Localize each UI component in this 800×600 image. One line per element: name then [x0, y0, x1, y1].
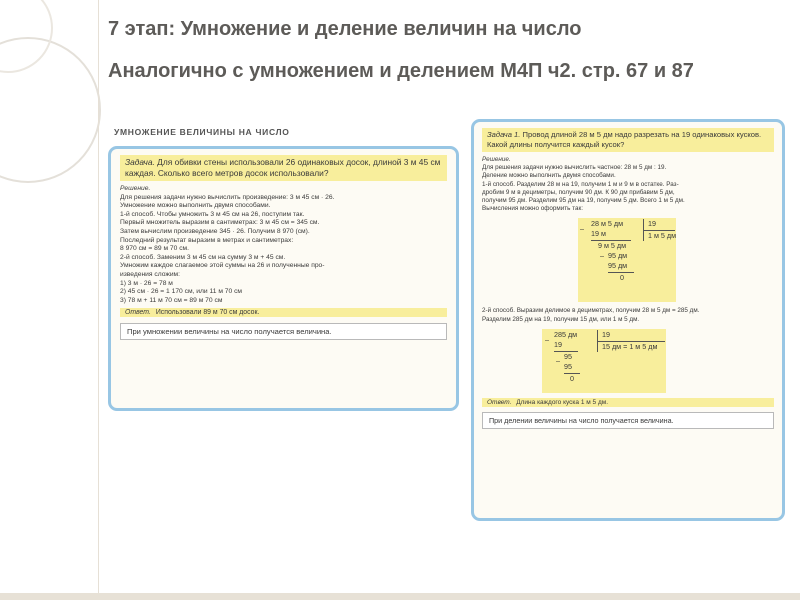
- remainder: 0: [620, 273, 624, 283]
- partial-remainder: 95 дм: [608, 251, 628, 261]
- task-text: Для обивки стены использовали 26 одинаковых досок, длиной 3 м 45 см каждая. Сколько всего метров досок использовали?: [125, 157, 441, 178]
- answer-label: Ответ.: [125, 309, 151, 317]
- quotient: 1 м 5 дм: [648, 231, 677, 241]
- solution-line: Последний результат выразим в метрах и сантиметрах:: [120, 236, 294, 244]
- subtrahend: 19: [554, 339, 562, 349]
- solution-line: 2) 45 см · 26 = 1 170 см, или 11 м 70 см: [120, 288, 243, 296]
- task-label: Задача.: [125, 157, 155, 167]
- solution-text: [120, 185, 447, 305]
- task-label: Задача 1.: [487, 130, 521, 139]
- solution-line: Умножим каждое слагаемое этой суммы на 26 и полученные про-: [120, 262, 325, 270]
- solution-line: 8 970 см = 89 м 70 см.: [120, 245, 190, 253]
- solution-line: Решение.: [482, 156, 511, 163]
- task-box: [120, 155, 447, 181]
- decorative-circles: [0, 0, 120, 600]
- solution-line: 2-й способ. Заменим 3 м 45 см на сумму 3 м + 45 см.: [120, 253, 286, 261]
- solution-line: изведения сложим:: [120, 270, 181, 278]
- solution-line: Разделим 285 дм на 19, получим 15 дм, или 1 м 5 дм.: [482, 315, 640, 323]
- subtrahend: 19 м: [591, 229, 606, 239]
- solution-text: [482, 307, 774, 323]
- multiplication-example-panel: [108, 146, 459, 411]
- solution-line: Вычисления можно оформить так:: [482, 205, 583, 213]
- solution-line: 1-й способ. Чтобы умножить 3 м 45 см на 26, поступим так.: [120, 210, 305, 218]
- answer-box: [120, 308, 447, 317]
- task-text: Провод длиной 28 м 5 дм надо разрезать на 19 одинаковых кусков. Какой длины получится каждый кусок?: [487, 130, 762, 149]
- textbook-section-heading: УМНОЖЕНИЕ ВЕЛИЧИНЫ НА ЧИСЛО: [114, 127, 290, 137]
- partial-remainder: 95: [564, 351, 572, 361]
- remainder: 0: [570, 373, 574, 383]
- solution-line: Первый множитель выразим в сантиметрах: 3 м 45 см = 345 см.: [120, 219, 320, 227]
- answer-label: Ответ.: [487, 398, 512, 406]
- solution-line: Затем вычислим произведение 345 · 26. Получим 8 970 (см).: [120, 227, 310, 235]
- solution-line: дробим 9 м в дециметры, получим 90 дм. К 90 дм прибавим 5 дм,: [482, 188, 675, 196]
- long-division-1: [578, 218, 676, 302]
- task-box: [482, 128, 774, 152]
- minus-sign: –: [600, 251, 604, 261]
- dividend: 28 м 5 дм: [591, 219, 624, 229]
- rule-box: При умножении величины на число получается величина.: [120, 323, 447, 340]
- divisor: 19: [602, 329, 610, 339]
- subtrahend: 95: [564, 361, 572, 371]
- answer-box: [482, 398, 774, 407]
- solution-line: Деление можно выполнить двумя способами.: [482, 172, 616, 180]
- divisor: 19: [648, 219, 656, 229]
- division-example-panel: [471, 119, 785, 521]
- partial-remainder: 9 м 5 дм: [598, 241, 627, 251]
- minus-sign: –: [556, 355, 560, 365]
- decorative-vertical-line: [98, 0, 99, 593]
- answer-text: Использовали 89 м 70 см досок.: [155, 309, 260, 317]
- solution-line: 3) 78 м + 11 м 70 см = 89 м 70 см: [120, 296, 223, 304]
- minus-sign: –: [580, 224, 584, 234]
- long-division-2: [542, 329, 666, 393]
- dividend: 285 дм: [554, 329, 578, 339]
- solution-line: Для решения задачи нужно вычислить частное: 28 м 5 дм : 19.: [482, 164, 667, 172]
- quotient: 15 дм = 1 м 5 дм: [602, 341, 658, 351]
- answer-text: Длина каждого куска 1 м 5 дм.: [516, 398, 609, 406]
- subtrahend: 95 дм: [608, 261, 628, 271]
- slide-title: 7 этап: Умножение и деление величин на число: [108, 18, 582, 40]
- solution-line: 1) 3 м · 26 = 78 м: [120, 279, 173, 287]
- minus-sign: –: [545, 334, 549, 344]
- slide-subtitle: Аналогично с умножением и делением М4П ч2. стр. 67 и 87: [108, 60, 694, 82]
- decorative-bottom-band: [0, 593, 800, 600]
- solution-line: Для решения задачи нужно вычислить произведение: 3 м 45 см · 26.: [120, 193, 335, 201]
- solution-line: 1-й способ. Разделим 28 м на 19, получим 1 м и 9 м в остатке. Раз-: [482, 180, 679, 188]
- solution-text: [482, 156, 774, 213]
- rule-box: При делении величины на число получается величина.: [482, 412, 774, 429]
- solution-line: Умножение можно выполнить двумя способами.: [120, 202, 271, 210]
- solution-line: Решение.: [120, 185, 151, 192]
- solution-line: получим 95 дм. Разделим 95 дм на 19, получим 5 дм. Всего 1 м 5 дм.: [482, 197, 685, 205]
- solution-line: 2-й способ. Выразим делимое в дециметрах, получим 28 м 5 дм = 285 дм.: [482, 307, 700, 315]
